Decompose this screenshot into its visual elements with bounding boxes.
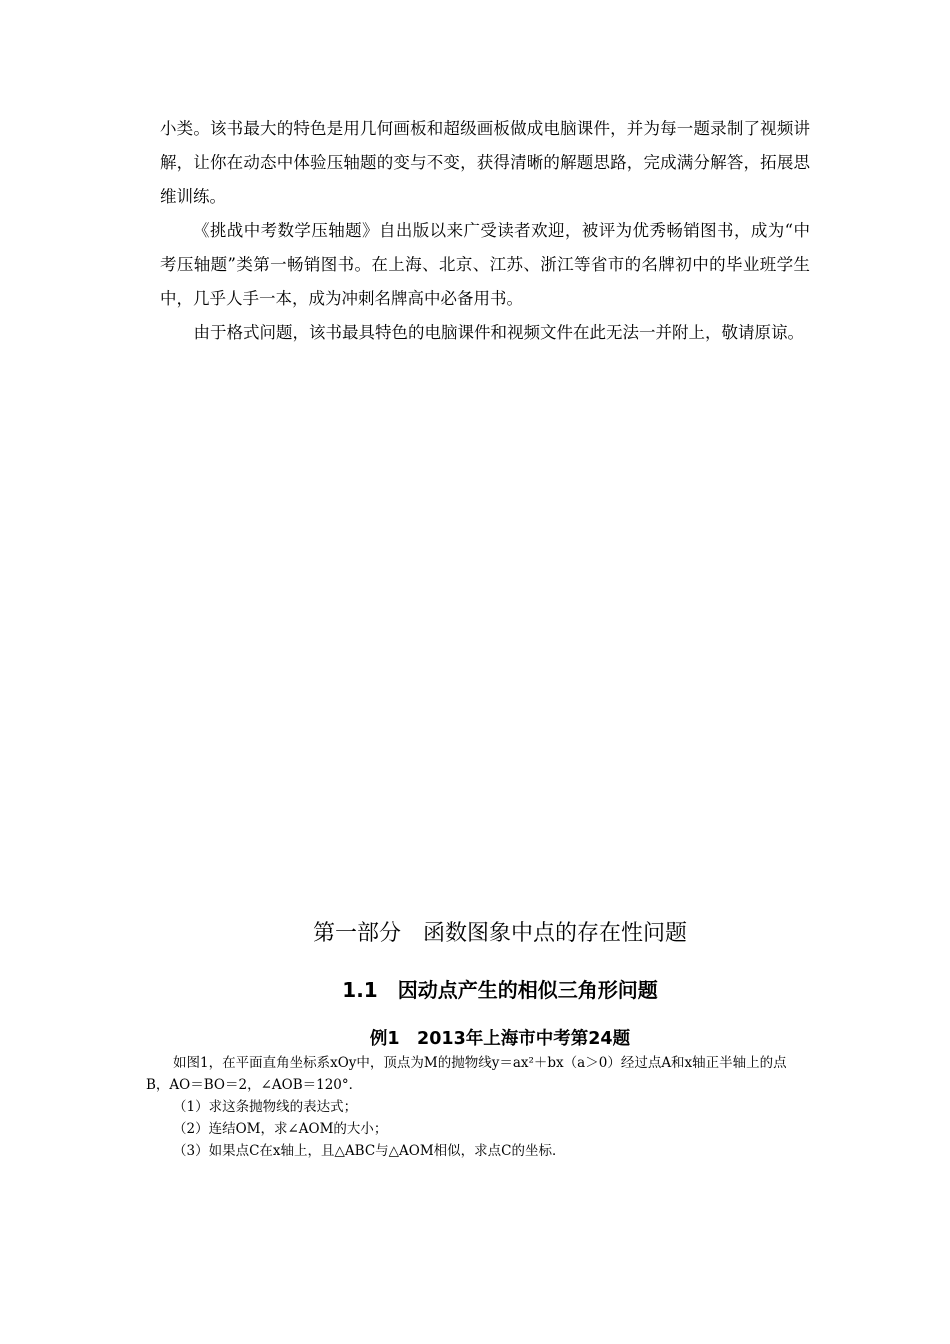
question-3: （3）如果点C在x轴上，且△ABC与△AOM相似，求点C的坐标． [173, 1143, 566, 1159]
intro-paragraph-1: 小类。该书最大的特色是用几何画板和超级画板做成电脑课件，并为每一题录制了视频讲解，让你在动态中体验压轴题的变与不变，获得清晰的解题思路，完成满分解答，拓展思维训练。 [160, 119, 810, 206]
example-heading: 例1 2013年上海市中考第24题 [369, 1029, 631, 1049]
intro-text [160, 112, 810, 350]
problem-text [146, 1052, 810, 1162]
part-heading: 第一部分 函数图象中点的存在性问题 [312, 921, 687, 946]
section-heading: 1.1 因动点产生的相似三角形问题 [342, 978, 658, 1002]
problem-stem: 如图1，在平面直角坐标系xOy中，顶点为M的抛物线y＝ax²＋bx（a＞0）经过点A和x轴正半轴上的点B，AO＝BO＝2，∠AOB＝120°． [146, 1055, 787, 1093]
question-1: （1）求这条抛物线的表达式； [173, 1099, 358, 1115]
question-2: （2）连结OM，求∠AOM的大小； [173, 1121, 388, 1137]
intro-paragraph-3: 由于格式问题，该书最具特色的电脑课件和视频文件在此无法一并附上，敬请原谅。 [193, 323, 804, 342]
intro-paragraph-2: 《挑战中考数学压轴题》自出版以来广受读者欢迎，被评为优秀畅销图书，成为“中考压轴题”类第一畅销图书。在上海、北京、江苏、浙江等省市的名牌初中的毕业班学生中，几乎人手一本，成为冲刺名牌高中必备用书。 [160, 221, 810, 308]
